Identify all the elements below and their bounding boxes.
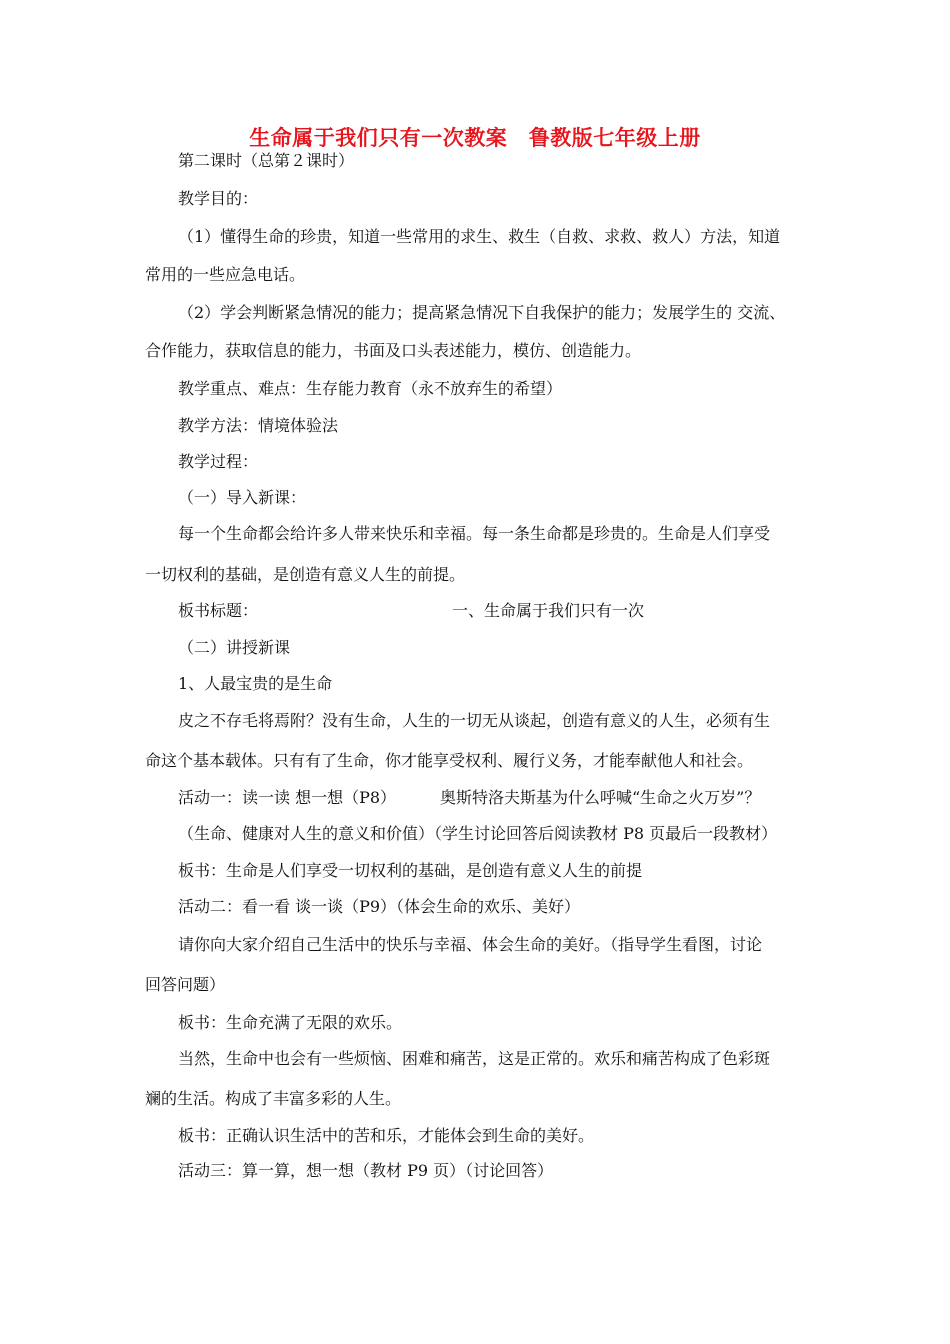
board-note-2: 板书：生命充满了无限的欢乐。 [178,1013,403,1032]
teaching-process-heading: 教学过程： [178,452,259,471]
subsection-1-heading: 1、人最宝贵的是生命 [178,674,333,693]
intro-paragraph-line-2: 一切权利的基础，是创造有意义人生的前提。 [145,565,466,584]
paragraph-pain-line-2: 斓的生活。构成了丰富多彩的人生。 [145,1089,402,1108]
section-new-lesson-heading: （二）讲授新课 [178,638,291,657]
activity-1-note: （生命、健康对人生的意义和价值）（学生讨论回答后阅读教材 P8 页最后一段教材） [178,824,778,843]
teaching-goals-heading: 教学目的： [178,189,259,208]
activity-2-line-2: 回答问题） [145,975,226,994]
activity-1-label: 活动一：读一读 想一想（P8） [178,788,397,807]
teaching-method: 教学方法：情境体验法 [178,416,339,435]
section-intro-heading: （一）导入新课： [178,488,307,507]
key-points: 教学重点、难点：生存能力教育（永不放弃生的希望） [178,379,563,398]
activity-2-label: 活动二：看一看 谈一谈（P9）（体会生命的欢乐、美好） [178,897,581,916]
paragraph-pain-line-1: 当然，生命中也会有一些烦恼、困难和痛苦，这是正常的。欢乐和痛苦构成了色彩斑 [178,1049,771,1068]
paragraph-life-line-2: 命这个基本载体。只有有了生命，你才能享受权利、履行义务，才能奉献他人和社会。 [145,751,754,770]
activity-2-line-1: 请你向大家介绍自己生活中的快乐与幸福、体会生命的美好。（指导学生看图，讨论 [178,935,763,954]
board-note-3: 板书：正确认识生活中的苦和乐，才能体会到生命的美好。 [178,1126,595,1145]
board-title-label: 板书标题： [178,601,259,620]
goal-2-line-1: （2）学会判断紧急情况的能力；提高紧急情况下自我保护的能力；发展学生的 交流、 [178,303,786,322]
paragraph-life-line-1: 皮之不存毛将焉附？没有生命，人生的一切无从谈起，创造有意义的人生，必须有生 [178,711,771,730]
goal-1-line-2: 常用的一些应急电话。 [145,265,306,284]
goal-1-line-1: （1）懂得生命的珍贵，知道一些常用的求生、救生（自救、求救、救人）方法，知道 [178,227,781,246]
lesson-period: 第二课时（总第２课时） [178,151,355,170]
board-note-1: 板书：生命是人们享受一切权利的基础，是创造有意义人生的前提 [178,861,643,880]
board-title-text: 一、生命属于我们只有一次 [452,601,645,620]
intro-paragraph-line-1: 每一个生命都会给许多人带来快乐和幸福。每一条生命都是珍贵的。生命是人们享受 [178,524,771,543]
activity-1-question: 奥斯特洛夫斯基为什么呼喊“生命之火万岁”？ [440,788,761,807]
activity-3-label: 活动三：算一算，想一想（教材 P9 页）（讨论回答） [178,1161,554,1180]
document-title: 生命属于我们只有一次教案 鲁教版七年级上册 [249,125,701,150]
goal-2-line-2: 合作能力，获取信息的能力，书面及口头表述能力，模仿、创造能力。 [145,341,642,360]
